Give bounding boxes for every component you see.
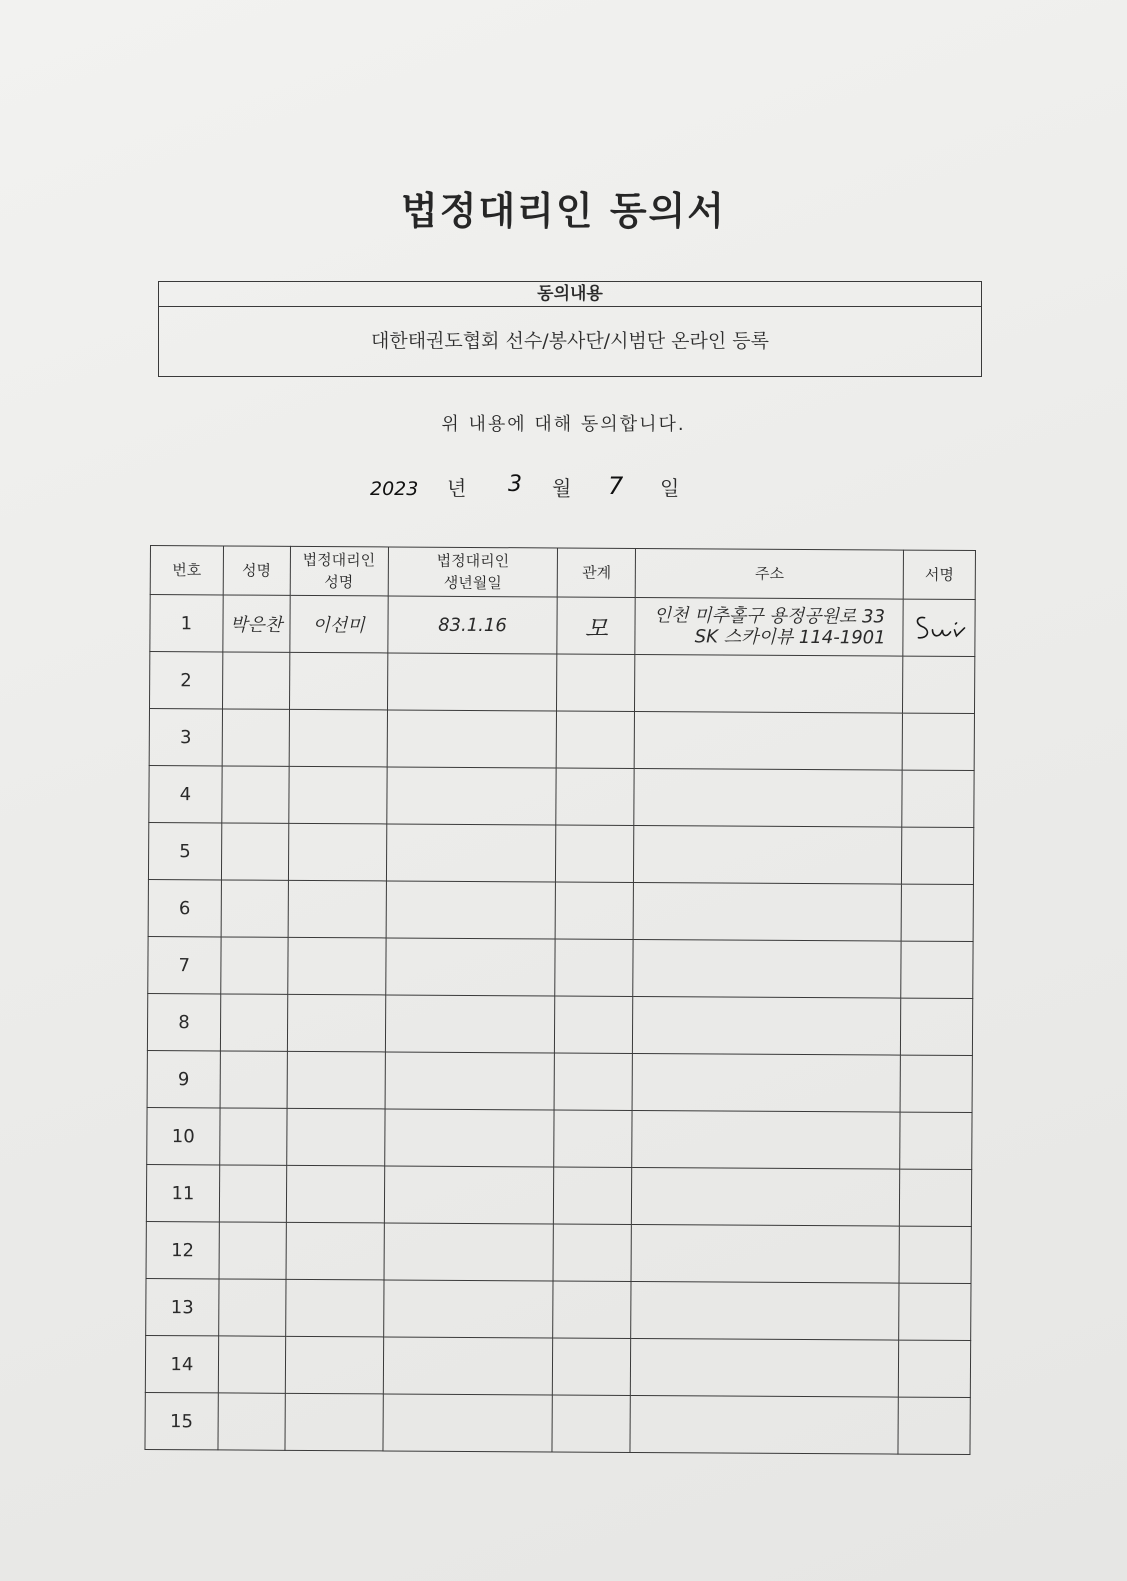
header-number: 번호 — [150, 546, 223, 595]
cell-signature — [902, 770, 974, 827]
row-number: 10 — [147, 1107, 220, 1164]
cell-guardian-name — [284, 1393, 382, 1451]
date-month-label: 월 — [552, 476, 572, 500]
cell-guardian-birth — [384, 1109, 554, 1167]
cell-guardian-birth — [386, 881, 556, 939]
cell-signature — [900, 1055, 972, 1112]
cell-signature — [899, 1283, 971, 1340]
cell-relation — [557, 654, 635, 711]
cell-address — [634, 711, 902, 770]
cell-signature — [901, 998, 973, 1055]
table-row — [147, 1107, 972, 1169]
cell-guardian-birth — [383, 1280, 553, 1338]
cell-guardian-name — [285, 1279, 383, 1337]
header-signature: 서명 — [903, 550, 975, 599]
date-year-value: 2023 — [370, 478, 419, 500]
cell-name — [222, 766, 289, 823]
table-row — [149, 709, 974, 771]
cell-signature — [898, 1340, 970, 1397]
cell-guardian-birth — [383, 1337, 553, 1395]
row-number: 13 — [146, 1278, 219, 1335]
cell-name — [220, 994, 287, 1051]
cell-guardian-name — [286, 1108, 384, 1166]
cell-guardian-name — [285, 1336, 383, 1394]
cell-address — [631, 1338, 899, 1397]
table-row — [146, 1278, 971, 1340]
row-number: 8 — [147, 993, 220, 1050]
header-address: 주소 — [635, 548, 903, 599]
cell-signature — [898, 1397, 970, 1454]
table-row — [146, 1164, 971, 1226]
cell-relation — [553, 1338, 631, 1395]
table-row — [149, 765, 974, 827]
entry-signature — [903, 599, 975, 656]
cell-name — [219, 1165, 286, 1222]
row-number: 11 — [146, 1164, 219, 1221]
row-number: 6 — [148, 879, 221, 936]
cell-guardian-birth — [387, 710, 557, 768]
entry-address-line1: 인천 미추홀구 용정공원로 33 — [653, 605, 886, 628]
header-guardian-birth: 법정대리인 생년월일 — [388, 547, 558, 597]
cell-address — [630, 1395, 898, 1454]
cell-relation — [556, 768, 634, 825]
cell-guardian-name — [288, 823, 386, 881]
cell-relation — [553, 1281, 631, 1338]
cell-name — [222, 709, 289, 766]
row-number: 9 — [147, 1050, 220, 1107]
header-relation: 관계 — [558, 548, 636, 597]
guardian-table-wrap — [144, 545, 978, 1456]
cell-guardian-birth — [384, 1166, 554, 1224]
cell-address — [635, 654, 903, 713]
cell-address — [633, 882, 901, 941]
cell-address — [634, 768, 902, 827]
date-year-label: 년 — [447, 476, 467, 500]
row-number: 12 — [146, 1221, 219, 1278]
cell-name — [221, 880, 288, 937]
cell-relation — [554, 1053, 632, 1110]
table-row — [146, 1221, 971, 1283]
entry-name: 박은찬 — [223, 595, 290, 652]
cell-guardian-birth — [383, 1394, 553, 1452]
cell-name — [220, 1051, 287, 1108]
cell-name — [219, 1108, 286, 1165]
cell-guardian-birth — [386, 824, 556, 882]
cell-guardian-name — [288, 766, 386, 824]
document-title: 법정대리인 동의서 — [401, 189, 726, 233]
cell-guardian-birth — [384, 1223, 554, 1281]
cell-name — [222, 652, 289, 709]
entry-address — [635, 597, 903, 656]
table-row — [150, 595, 975, 657]
guardian-table — [144, 545, 976, 1455]
cell-address — [632, 1110, 900, 1169]
cell-relation — [557, 711, 635, 768]
cell-signature — [899, 1226, 971, 1283]
row-number: 3 — [149, 709, 222, 766]
cell-signature — [903, 656, 975, 713]
cell-address — [633, 939, 901, 998]
row-number: 14 — [145, 1335, 218, 1392]
cell-address — [631, 1281, 899, 1340]
cell-name — [218, 1279, 285, 1336]
cell-guardian-birth — [385, 1052, 555, 1110]
cell-address — [631, 1224, 899, 1283]
entry-guardian-birth: 83.1.16 — [387, 596, 557, 654]
cell-name — [219, 1222, 286, 1279]
cell-guardian-name — [288, 880, 386, 938]
row-number: 4 — [149, 765, 222, 822]
date-day-value: 7 — [608, 472, 624, 500]
row-number: 15 — [145, 1392, 218, 1449]
cell-relation — [556, 882, 634, 939]
cell-relation — [555, 996, 633, 1053]
row-number: 5 — [148, 822, 221, 879]
table-row — [148, 936, 973, 998]
cell-guardian-name — [287, 1051, 385, 1109]
cell-address — [632, 1167, 900, 1226]
cell-name — [218, 1393, 285, 1450]
cell-relation — [554, 1167, 632, 1224]
table-row — [148, 822, 973, 884]
cell-guardian-name — [286, 1165, 384, 1223]
cell-guardian-birth — [387, 653, 557, 711]
signature-drawing — [910, 608, 968, 648]
table-row — [147, 993, 972, 1055]
cell-name — [221, 823, 288, 880]
cell-name — [218, 1336, 285, 1393]
cell-signature — [902, 713, 974, 770]
cell-signature — [901, 884, 973, 941]
cell-relation — [554, 1110, 632, 1167]
cell-relation — [553, 1224, 631, 1281]
cell-guardian-name — [289, 709, 387, 767]
cell-guardian-birth — [386, 767, 556, 825]
cell-guardian-name — [287, 937, 385, 995]
cell-guardian-name — [286, 1222, 384, 1280]
cell-relation — [556, 825, 634, 882]
cell-signature — [900, 1169, 972, 1226]
consent-box — [158, 281, 982, 377]
row-number: 1 — [150, 595, 223, 652]
entry-guardian-name: 이선미 — [289, 595, 387, 653]
table-header-row — [150, 546, 975, 600]
cell-guardian-birth — [385, 995, 555, 1053]
cell-relation — [555, 939, 633, 996]
table-row — [148, 879, 973, 941]
cell-address — [634, 825, 902, 884]
entry-relation: 모 — [557, 597, 635, 654]
cell-guardian-name — [287, 994, 385, 1052]
cell-address — [632, 1053, 900, 1112]
entry-address-line2: SK 스카이뷰 114-1901 — [694, 626, 886, 649]
consent-text: 대한태권도협회 선수/봉사단/시범단 온라인 등록 — [370, 330, 769, 352]
header-guardian-name: 법정대리인 성명 — [290, 546, 388, 596]
cell-guardian-birth — [385, 938, 555, 996]
date-month-value: 3 — [508, 472, 522, 497]
date-day-label: 일 — [660, 476, 680, 500]
cell-signature — [900, 1112, 972, 1169]
row-number: 2 — [150, 652, 223, 709]
row-number: 7 — [148, 936, 221, 993]
consent-header: 동의내용 — [159, 282, 981, 307]
cell-name — [221, 937, 288, 994]
table-row — [145, 1392, 970, 1454]
table-row — [147, 1050, 972, 1112]
header-name: 성명 — [223, 546, 290, 595]
cell-address — [633, 996, 901, 1055]
cell-relation — [552, 1395, 630, 1452]
table-row — [145, 1335, 970, 1397]
cell-guardian-name — [289, 652, 387, 710]
cell-signature — [902, 827, 974, 884]
agree-statement: 위 내용에 대해 동의합니다. — [441, 414, 686, 435]
cell-signature — [901, 941, 973, 998]
table-row — [150, 652, 975, 714]
